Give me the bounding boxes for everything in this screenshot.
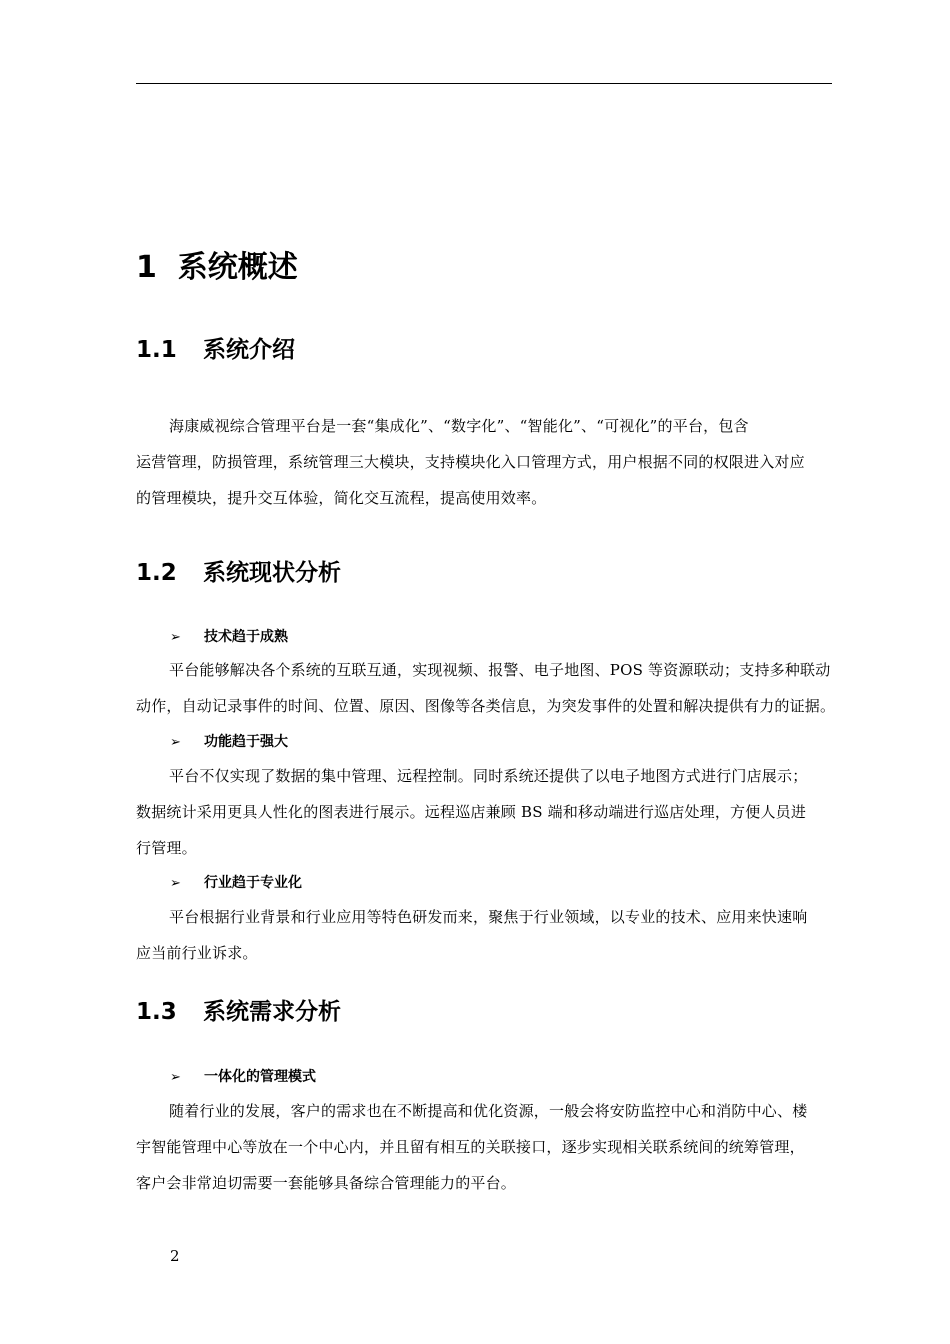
section-number: 1.3	[136, 999, 177, 1025]
paragraph-line: 动作，自动记录事件的时间、位置、原因、图像等各类信息，为突发事件的处置和解决提供有力的证据。	[136, 697, 836, 715]
paragraph-line: 的管理模块，提升交互体验，简化交互流程，提高使用效率。	[136, 489, 547, 507]
paragraph-line: 数据统计采用更具人性化的图表进行展示。远程巡店兼顾 BS 端和移动端进行巡店处理，方便人员进	[136, 803, 807, 821]
paragraph-line: 平台能够解决各个系统的互联互通，实现视频、报警、电子地图、POS 等资源联动；支持多种联动	[169, 661, 831, 679]
section-heading-1-3	[136, 996, 341, 1028]
arrow-bullet-icon: ➢	[170, 630, 181, 645]
section-title: 系统需求分析	[203, 999, 341, 1025]
paragraph-line: 应当前行业诉求。	[136, 944, 258, 962]
paragraph-line: 随着行业的发展，客户的需求也在不断提高和优化资源，一般会将安防监控中心和消防中心、楼	[169, 1102, 808, 1120]
bullet-heading	[170, 625, 288, 650]
chapter-number: 1	[136, 250, 157, 285]
bullet-heading-text: 技术趋于成熟	[204, 629, 288, 645]
bullet-heading-text: 行业趋于专业化	[204, 875, 302, 891]
paragraph-line: 宇智能管理中心等放在一个中心内，并且留有相互的关联接口，逐步实现相关联系统间的统筹管理，	[136, 1138, 805, 1156]
section-title: 系统介绍	[203, 337, 295, 363]
section-number: 1.1	[136, 337, 177, 363]
section-1-1-paragraph	[136, 408, 866, 516]
paragraph-line: 海康威视综合管理平台是一套“集成化”、“数字化”、“智能化”、“可视化”的平台，包含	[169, 417, 749, 435]
bullet-heading	[170, 730, 288, 755]
paragraph-line: 平台根据行业背景和行业应用等特色研发而来，聚焦于行业领域，以专业的技术、应用来快速响	[169, 908, 808, 926]
section-heading-1-2	[136, 557, 341, 589]
page-number: 2	[170, 1247, 180, 1265]
bullet-heading-text: 功能趋于强大	[204, 734, 288, 750]
bullet-heading	[170, 871, 302, 896]
arrow-bullet-icon: ➢	[170, 876, 181, 891]
bullet-paragraph	[136, 758, 866, 866]
paragraph-line: 运营管理，防损管理，系统管理三大模块，支持模块化入口管理方式，用户根据不同的权限进入对应	[136, 453, 805, 471]
bullet-heading-text: 一体化的管理模式	[204, 1069, 316, 1085]
arrow-bullet-icon: ➢	[170, 735, 181, 750]
section-title: 系统现状分析	[203, 560, 341, 586]
paragraph-line: 行管理。	[136, 839, 197, 857]
chapter-title: 系统概述	[177, 250, 298, 285]
paragraph-line: 平台不仅实现了数据的集中管理、远程控制。同时系统还提供了以电子地图方式进行门店展示；	[169, 767, 808, 785]
paragraph-line: 客户会非常迫切需要一套能够具备综合管理能力的平台。	[136, 1174, 517, 1192]
section-number: 1.2	[136, 560, 177, 586]
bullet-paragraph	[136, 1093, 866, 1201]
chapter-heading	[136, 248, 298, 288]
bullet-paragraph	[136, 899, 866, 971]
section-heading-1-1	[136, 334, 295, 366]
bullet-heading	[170, 1065, 316, 1090]
bullet-paragraph	[136, 652, 866, 724]
arrow-bullet-icon: ➢	[170, 1070, 181, 1085]
header-rule	[136, 83, 832, 84]
